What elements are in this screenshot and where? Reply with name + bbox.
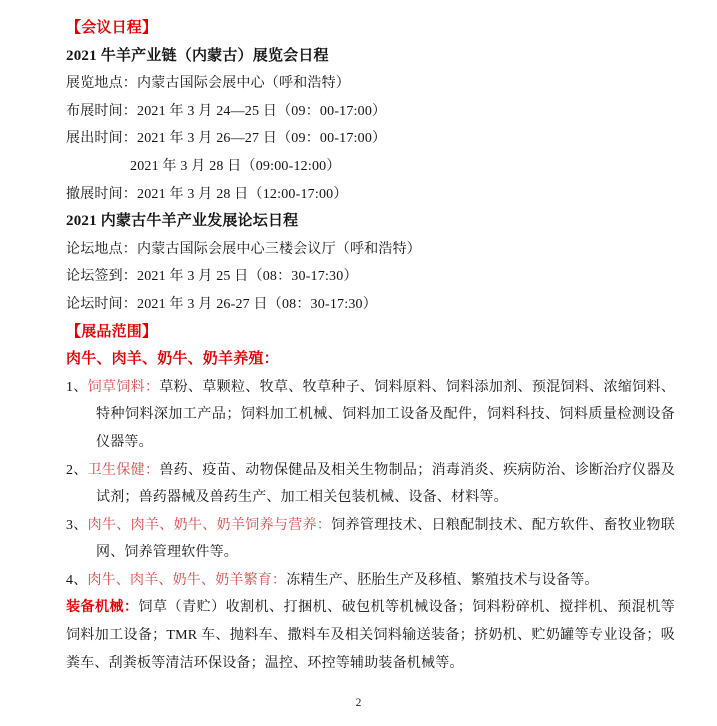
item-number: 4、 (66, 572, 88, 588)
item-description: 饲养管理技术、日粮配制技术、配方软件、畜牧业物联网、饲养管理软件等。 (96, 517, 675, 561)
expo-title: 2021 牛羊产业链（内蒙古）展览会日程 (66, 47, 329, 64)
machinery-description: 饲草（青贮）收割机、打捆机、破包机等机械设备；饲料粉碎机、搅拌机、预混机等饲料加工设备；TMR 车、抛料车、撒料车及相关饲料输送装备；挤奶机、贮奶罐等专业设备；吸粪车、刮粪板等清洁环保设备；温控、环控等辅助装备机械等。 (66, 600, 676, 671)
forum-venue-line: 论坛地点：内蒙古国际会展中心三楼会议厅（呼和浩特） (66, 241, 421, 257)
exhibit-item-breeding (66, 567, 675, 595)
item-description: 冻精生产、胚胎生产及移植、繁殖技术与设备等。 (286, 572, 599, 588)
item-term: 肉牛、肉羊、奶牛、奶羊繁育： (87, 572, 287, 588)
exhibits-subheading: 肉牛、肉羊、奶牛、奶羊养殖： (66, 351, 279, 368)
forum-title: 2021 内蒙古牛羊产业发展论坛日程 (66, 213, 299, 230)
item-term: 肉牛、肉羊、奶牛、奶羊饲养与营养： (87, 517, 332, 533)
exhibit-item-feed (66, 374, 675, 457)
expo-open-time-line-1: 展出时间：2021 年 3 月 26—27 日（09：00-17:00） (66, 131, 387, 147)
item-description: 草粉、草颗粒、牧草、牧草种子、饲料原料、饲料添加剂、预混饲料、浓缩饲料、特种饲料深加工产品；饲料加工机械、饲料加工设备及配件，饲料科技、饲料质量检测设备仪器等。 (96, 379, 676, 450)
exhibit-item-health (66, 457, 675, 512)
item-number: 2、 (66, 462, 88, 478)
machinery-term: 装备机械： (66, 600, 139, 616)
expo-setup-time-line: 布展时间：2021 年 3 月 24—25 日（09：00-17:00） (66, 103, 387, 119)
exhibits-section-heading: 【展品范围】 (66, 323, 158, 340)
forum-time-line: 论坛时间：2021 年 3 月 26-27 日（08：30-17:30） (66, 296, 377, 312)
exhibit-item-nutrition (66, 512, 675, 567)
schedule-section-heading: 【会议日程】 (66, 20, 158, 36)
page-footer (0, 690, 717, 718)
item-description: 兽药、疫苗、动物保健品及相关生物制品；消毒消炎、疾病防治、诊断治疗仪器及试剂；兽药器械及兽药生产、加工相关包装机械、设备、材料等。 (96, 462, 676, 506)
machinery-paragraph (66, 594, 675, 677)
expo-open-time-line-2: 2021 年 3 月 28 日（09:00-12:00） (130, 158, 341, 174)
item-term: 饲草饲料： (87, 379, 160, 395)
expo-teardown-time-line: 撤展时间：2021 年 3 月 28 日（12:00-17:00） (66, 186, 348, 202)
item-number: 1、 (66, 379, 88, 395)
expo-venue-line: 展览地点：内蒙古国际会展中心（呼和浩特） (66, 76, 350, 92)
item-term: 卫生保健： (87, 462, 160, 478)
page-number: 2 (355, 697, 362, 710)
forum-signin-line: 论坛签到：2021 年 3 月 25 日（08：30-17:30） (66, 269, 358, 285)
item-number: 3、 (66, 517, 88, 533)
